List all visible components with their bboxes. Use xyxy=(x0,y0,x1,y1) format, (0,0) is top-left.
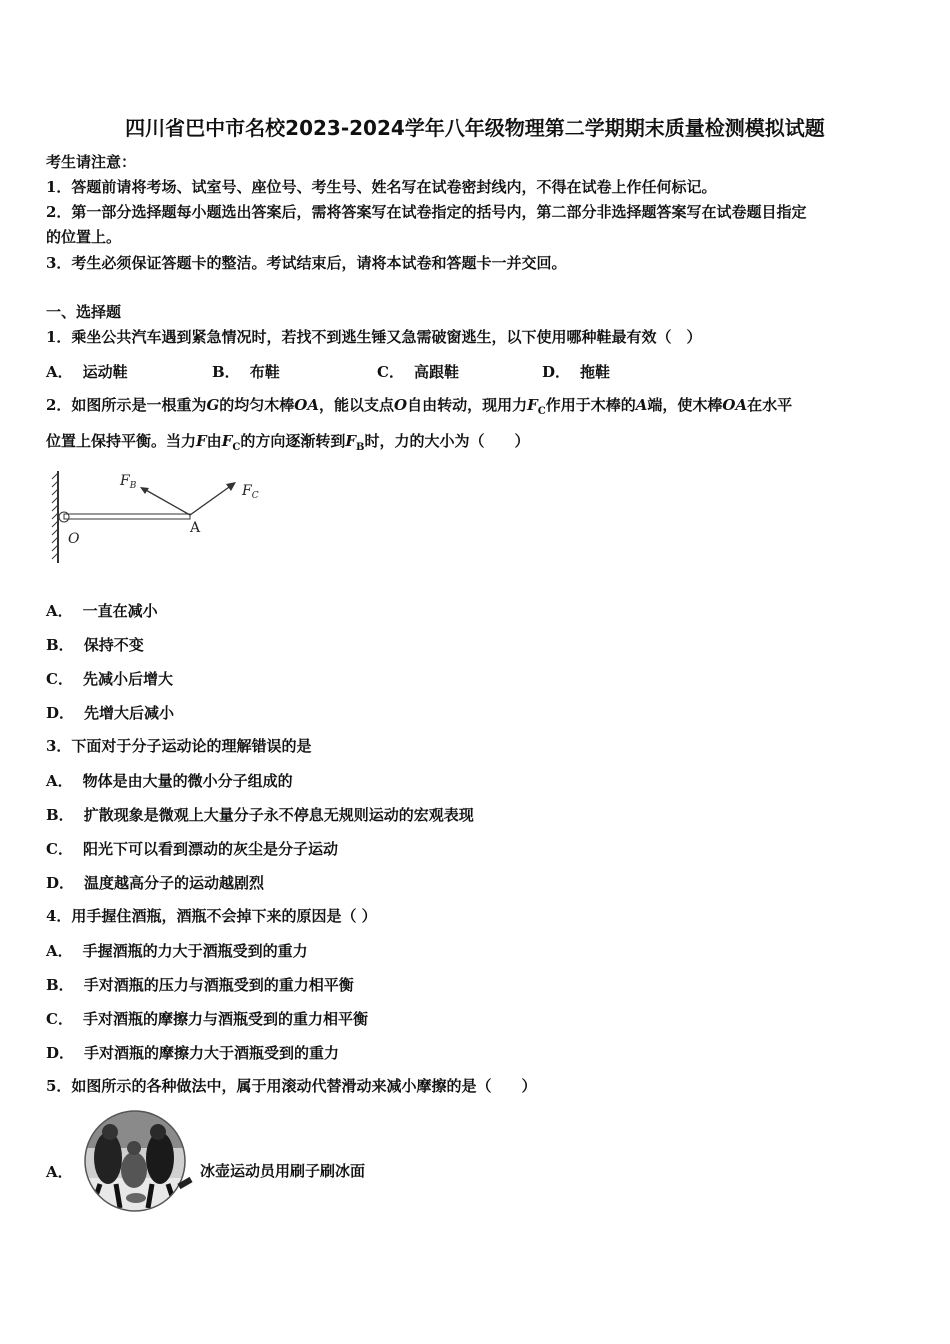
q3-option-c: C． 阳光下可以看到漂动的灰尘是分子运动 xyxy=(46,840,338,858)
q1-option-a xyxy=(46,361,128,382)
question-1: 1．乘坐公共汽车遇到紧急情况时，若找不到逃生锤又急需破窗逃生，以下使用哪种鞋最有效（ ） xyxy=(46,328,702,346)
a-label: A xyxy=(190,520,201,536)
notice-item: 2．第一部分选择题每小题选出答案后，需将答案写在试卷指定的括号内，第二部分非选择题答案写在试卷题目指定 xyxy=(46,203,807,221)
svg-text:FC: $F_C$ xyxy=(242,483,259,501)
question-2-line-1: 2．如图所示是一根重为G的均匀木棒OA，能以支点O自由转动，现用力$F_C$作用于木棒的A端，使木棒OA在水平 xyxy=(46,396,793,417)
page-title: 四川省巴中市名校2023-2024学年八年级物理第二学期期末质量检测模拟试题 xyxy=(125,116,825,140)
q2-option-c: C． 先减小后增大 xyxy=(46,670,173,688)
question-4: 4．用手握住酒瓶，酒瓶不会掉下来的原因是（ ） xyxy=(46,907,377,925)
q1-option-d xyxy=(542,361,610,382)
q3-option-d: D． 温度越高分子的运动越剧烈 xyxy=(46,874,265,892)
q2-option-b: B． 保持不变 xyxy=(46,636,144,654)
question-5: 5．如图所示的各种做法中，属于用滚动代替滑动来减小摩擦的是（ ） xyxy=(46,1077,537,1095)
q1-option-c xyxy=(377,361,459,382)
option-text: 拖鞋 xyxy=(580,363,611,381)
q3-option-a: A． 物体是由大量的微小分子组成的 xyxy=(46,772,293,790)
q5-option-a-text: 冰壶运动员用刷子刷冰面 xyxy=(200,1162,366,1180)
q2-option-d: D． 先增大后减小 xyxy=(46,704,175,722)
notice-heading: 考生请注意： xyxy=(46,153,137,171)
fc-label: F xyxy=(242,483,252,499)
q4-option-a: A． 手握酒瓶的力大于酒瓶受到的重力 xyxy=(46,942,308,960)
option-label: C． xyxy=(377,363,404,381)
notice-item: 1．答题前请将考场、试室号、座位号、考生号、姓名写在试卷密封线内，不得在试卷上作任何标记。 xyxy=(46,178,717,196)
question-2-line-2: 位置上保持平衡。当力F由$F_C$的方向逐渐转到$F_B$时，力的大小为（ ） xyxy=(46,432,530,453)
fb-label: F xyxy=(120,473,130,489)
svg-text:FB: $F_B$ xyxy=(120,473,137,491)
lever-figure xyxy=(40,465,280,575)
q4-option-d: D． 手对酒瓶的摩擦力大于酒瓶受到的重力 xyxy=(46,1044,340,1062)
q2-option-a: A． 一直在减小 xyxy=(46,602,158,620)
o-label: O xyxy=(68,531,80,547)
option-text: 高跟鞋 xyxy=(413,363,459,381)
curling-photo xyxy=(80,1108,198,1216)
notice-item: 3．考生必须保证答题卡的整洁。考试结束后，请将本试卷和答题卡一并交回。 xyxy=(46,254,567,272)
q4-option-b: B． 手对酒瓶的压力与酒瓶受到的重力相平衡 xyxy=(46,976,354,994)
option-label: A． xyxy=(46,363,73,381)
section-heading: 一、选择题 xyxy=(46,303,122,321)
notice-item: 的位置上。 xyxy=(46,228,122,246)
option-label: D． xyxy=(542,363,571,381)
option-label: B． xyxy=(212,363,240,381)
q1-option-b xyxy=(212,361,280,382)
q3-option-b: B． 扩散现象是微观上大量分子永不停息无规则运动的宏观表现 xyxy=(46,806,474,824)
option-text: 布鞋 xyxy=(249,363,280,381)
question-3: 3．下面对于分子运动论的理解错误的是 xyxy=(46,737,312,755)
option-text: 运动鞋 xyxy=(82,363,128,381)
q4-option-c: C． 手对酒瓶的摩擦力与酒瓶受到的重力相平衡 xyxy=(46,1010,368,1028)
q5-option-a-label: A． xyxy=(46,1163,73,1181)
